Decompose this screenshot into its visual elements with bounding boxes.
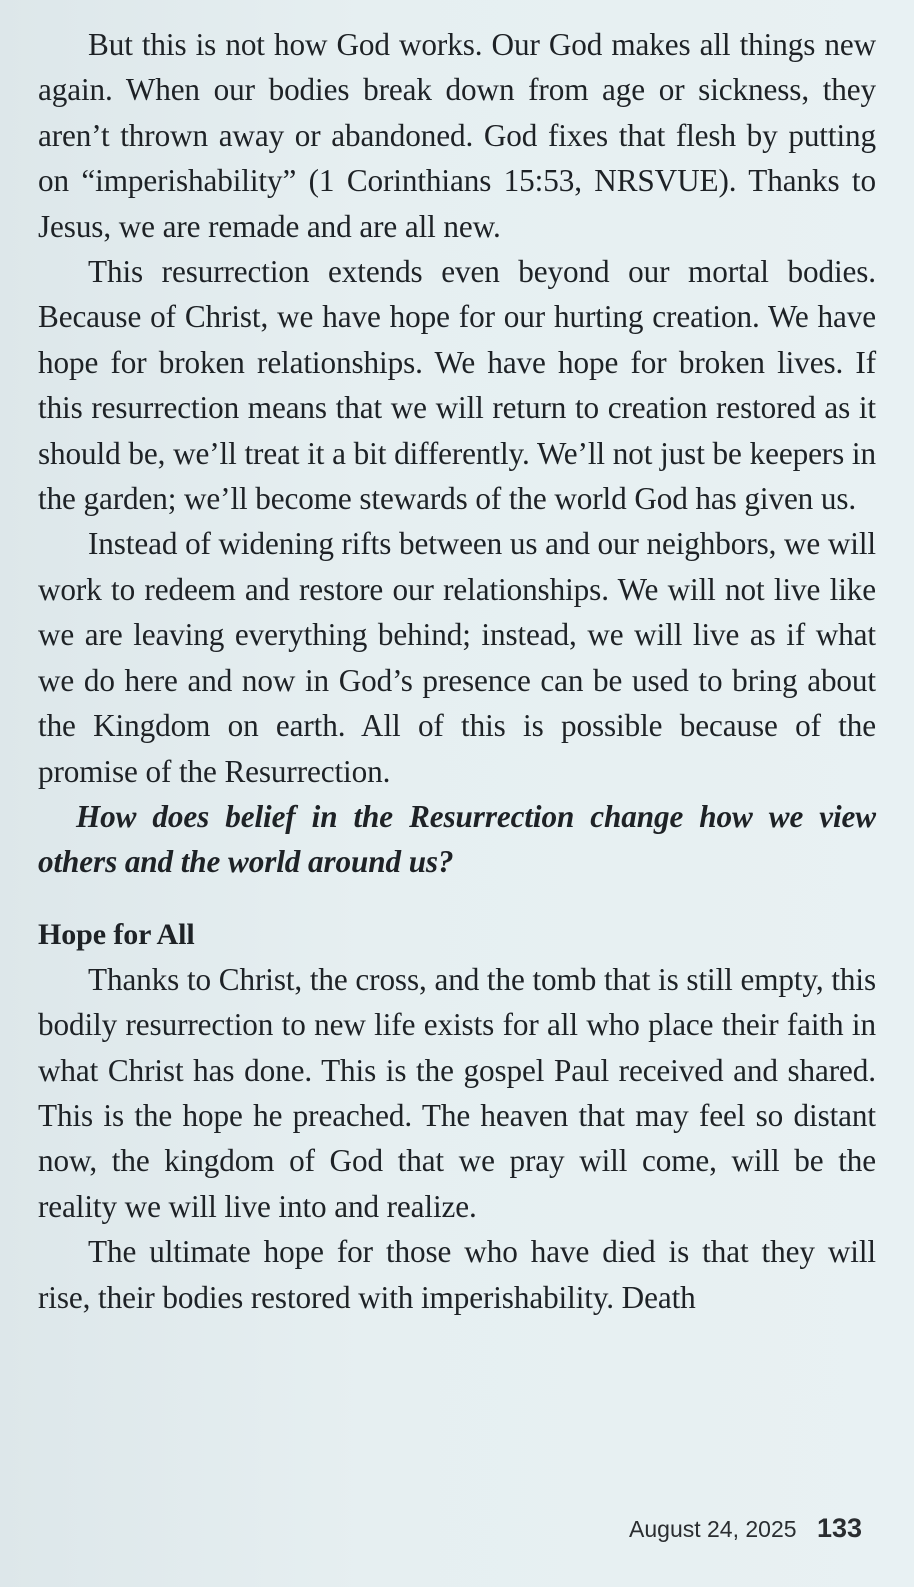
page-footer <box>629 1513 862 1544</box>
section-paragraph-2: The ultimate hope for those who have died is that they will rise, their bodies restored with imperishability. Death <box>38 1234 876 1315</box>
section-paragraph-1: Thanks to Christ, the cross, and the tomb that is still empty, this bodily resurrection to new life exists for all who place their faith in what Christ has done. This is the gospel Paul received and shared. This is the hope he preached. The heaven that may feel so distant now, the kingdom of God that we pray will come, will be the reality we will live into and realize. <box>38 961 876 1224</box>
reflection-question: How does belief in the Resurrection change how we view others and the world around us? <box>38 798 876 880</box>
body-text <box>38 22 876 1320</box>
paragraph-3: Instead of widening rifts between us and our neighbors, we will work to redeem and restore our relationships. We will not live like we are leaving everything behind; instead, we will live as if what we do here and now in God’s presence can be used to bring about the Kingdom on earth. All of this is possible because of the promise of the Resurrection. <box>38 526 876 789</box>
page-number: 133 <box>816 1513 862 1543</box>
section-heading: Hope for All <box>38 917 195 951</box>
paragraph-1: But this is not how God works. Our God makes all things new again. When our bodies break down from age or sickness, they aren’t thrown away or abandoned. God fixes that flesh by putting on “imperishability” (1 Corinthians 15:53, NRSVUE). Thanks to Jesus, we are remade and are all new. <box>38 27 876 244</box>
footer-date: August 24, 2025 <box>629 1516 797 1542</box>
paragraph-2: This resurrection extends even beyond our mortal bodies. Because of Christ, we have hope for our hurting creation. We have hope for broken relationships. We have hope for broken lives. If this resurrection means that we will return to creation restored as it should be, we’ll treat it a bit differently. We’ll not just be keepers in the garden; we’ll become stewards of the world God has given us. <box>38 254 876 517</box>
